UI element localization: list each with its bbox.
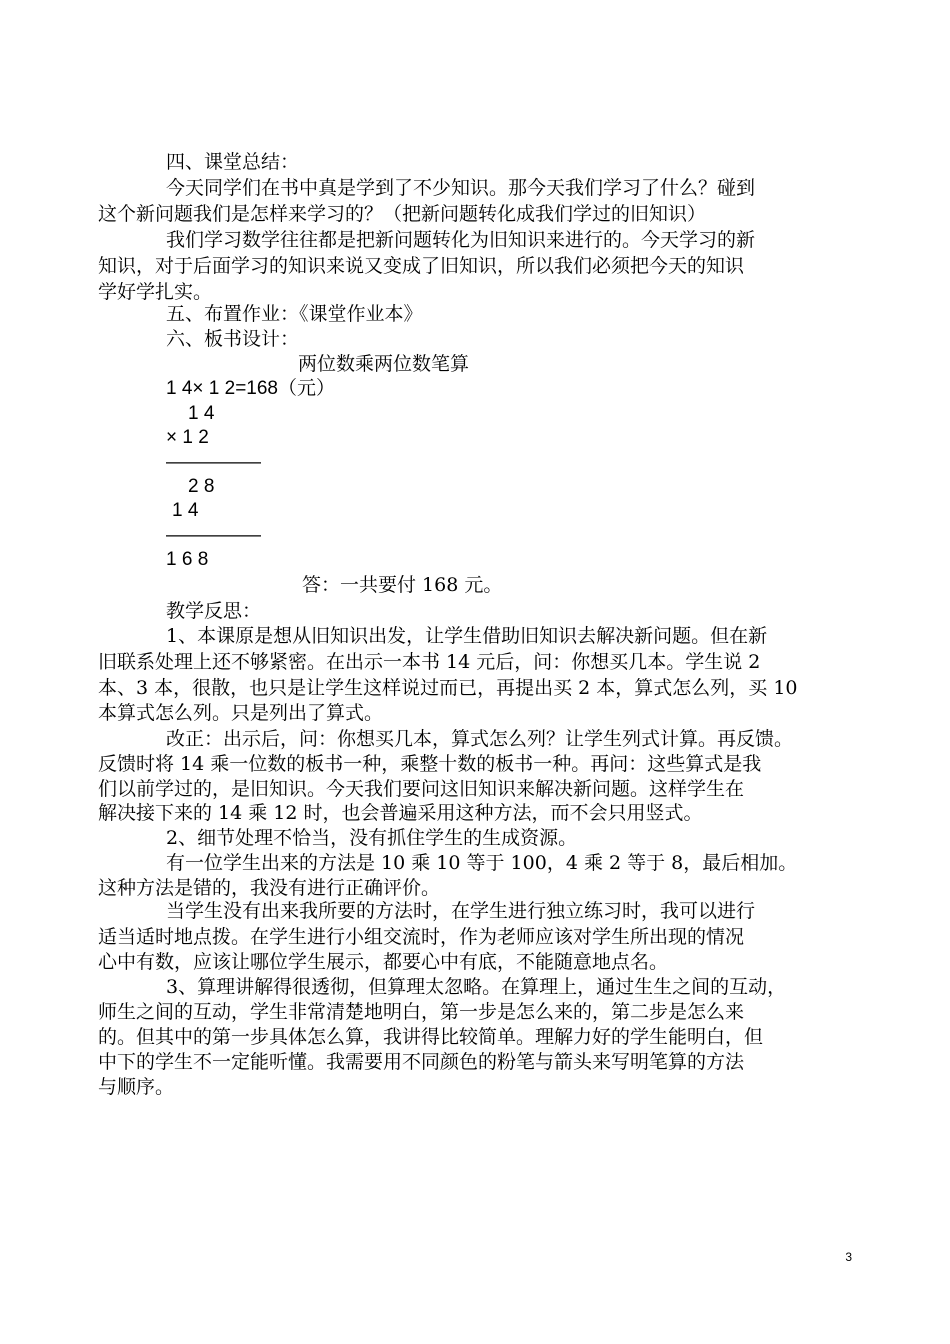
summary-paragraph-line: 学好学扎实。 xyxy=(98,281,213,303)
board-title: 两位数乘两位数笔算 xyxy=(298,353,470,375)
summary-paragraph-line: 知识，对于后面学习的知识来说又变成了旧知识，所以我们必须把今天的知识 xyxy=(98,255,745,277)
reflection-paragraph-line: 反馈时将 14 乘一位数的板书一种，乘整十数的板书一种。再问：这些算式是我 xyxy=(98,753,762,775)
reflection-paragraph-line: 2、细节处理不恰当，没有抓住学生的生成资源。 xyxy=(166,827,578,849)
reflection-paragraph-line: 的。但其中的第一步具体怎么算，我讲得比较简单。理解力好的学生能明白，但 xyxy=(98,1026,764,1048)
reflection-paragraph-line: 旧联系处理上还不够紧密。在出示一本书 14 元后，问：你想买几本。学生说 2 xyxy=(98,651,761,673)
reflection-paragraph-line: 这种方法是错的，我没有进行正确评价。 xyxy=(98,877,441,899)
reflection-heading: 教学反思： xyxy=(166,600,262,622)
homework-line: 五、布置作业：《课堂作业本》 xyxy=(166,303,423,325)
vertical-calc-rule: ————— xyxy=(166,452,261,473)
reflection-paragraph-line: 师生之间的互动，学生非常清楚地明白，第一步是怎么来的，第二步是怎么来 xyxy=(98,1001,745,1023)
vertical-calc-line: × 1 2 xyxy=(166,427,209,448)
reflection-paragraph-line: 1、本课原是想从旧知识出发，让学生借助旧知识去解决新问题。但在新 xyxy=(166,625,768,647)
reflection-paragraph-line: 本算式怎么列。只是列出了算式。 xyxy=(98,702,384,724)
reflection-paragraph-line: 本、3 本，很散，也只是让学生这样说过而已，再提出买 2 本，算式怎么列，买 10 xyxy=(98,677,798,699)
reflection-paragraph-line: 与顺序。 xyxy=(98,1076,175,1098)
vertical-calc-line: 2 8 xyxy=(188,476,215,497)
reflection-paragraph-line: 改正：出示后，问：你想买几本，算式怎么列？让学生列式计算。再反馈。 xyxy=(166,728,794,750)
reflection-paragraph-line: 适当适时地点拨。在学生进行小组交流时，作为老师应该对学生所出现的情况 xyxy=(98,926,745,948)
answer-line: 答：一共要付 168 元。 xyxy=(302,574,503,596)
reflection-paragraph-line: 心中有数，应该让哪位学生展示，都要心中有底，不能随意地点名。 xyxy=(98,951,669,973)
vertical-calc-line: 1 4 xyxy=(172,500,199,521)
summary-heading: 四、课堂总结： xyxy=(166,151,300,173)
reflection-paragraph-line: 当学生没有出来我所要的方法时，在学生进行独立练习时，我可以进行 xyxy=(166,900,756,922)
summary-paragraph-line: 我们学习数学往往都是把新问题转化为旧知识来进行的。今天学习的新 xyxy=(166,229,756,251)
board-equation: 1 4× 1 2=168（元） xyxy=(166,378,335,399)
board-heading: 六、板书设计： xyxy=(166,328,300,350)
summary-paragraph-line: 这个新问题我们是怎样来学习的？（把新问题转化成我们学过的旧知识） xyxy=(98,203,707,225)
summary-paragraph-line: 今天同学们在书中真是学到了不少知识。那今天我们学习了什么？碰到 xyxy=(166,177,756,199)
page-number: 3 xyxy=(845,1250,852,1264)
reflection-paragraph-line: 中下的学生不一定能听懂。我需要用不同颜色的粉笔与箭头来写明笔算的方法 xyxy=(98,1051,745,1073)
vertical-calc-rule: ————— xyxy=(166,525,261,546)
vertical-calc-line: 1 4 xyxy=(188,403,215,424)
reflection-paragraph-line: 解决接下来的 14 乘 12 时，也会普遍采用这种方法，而不会只用竖式。 xyxy=(98,802,703,824)
reflection-paragraph-line: 3、算理讲解得很透彻，但算理太忽略。在算理上，通过生生之间的互动， xyxy=(166,976,787,998)
reflection-paragraph-line: 有一位学生出来的方法是 10 乘 10 等于 100，4 乘 2 等于 8，最后相加。 xyxy=(166,852,798,874)
reflection-paragraph-line: 们以前学过的，是旧知识。今天我们要问这旧知识来解决新问题。这样学生在 xyxy=(98,778,745,800)
vertical-calc-result: 1 6 8 xyxy=(166,549,209,570)
